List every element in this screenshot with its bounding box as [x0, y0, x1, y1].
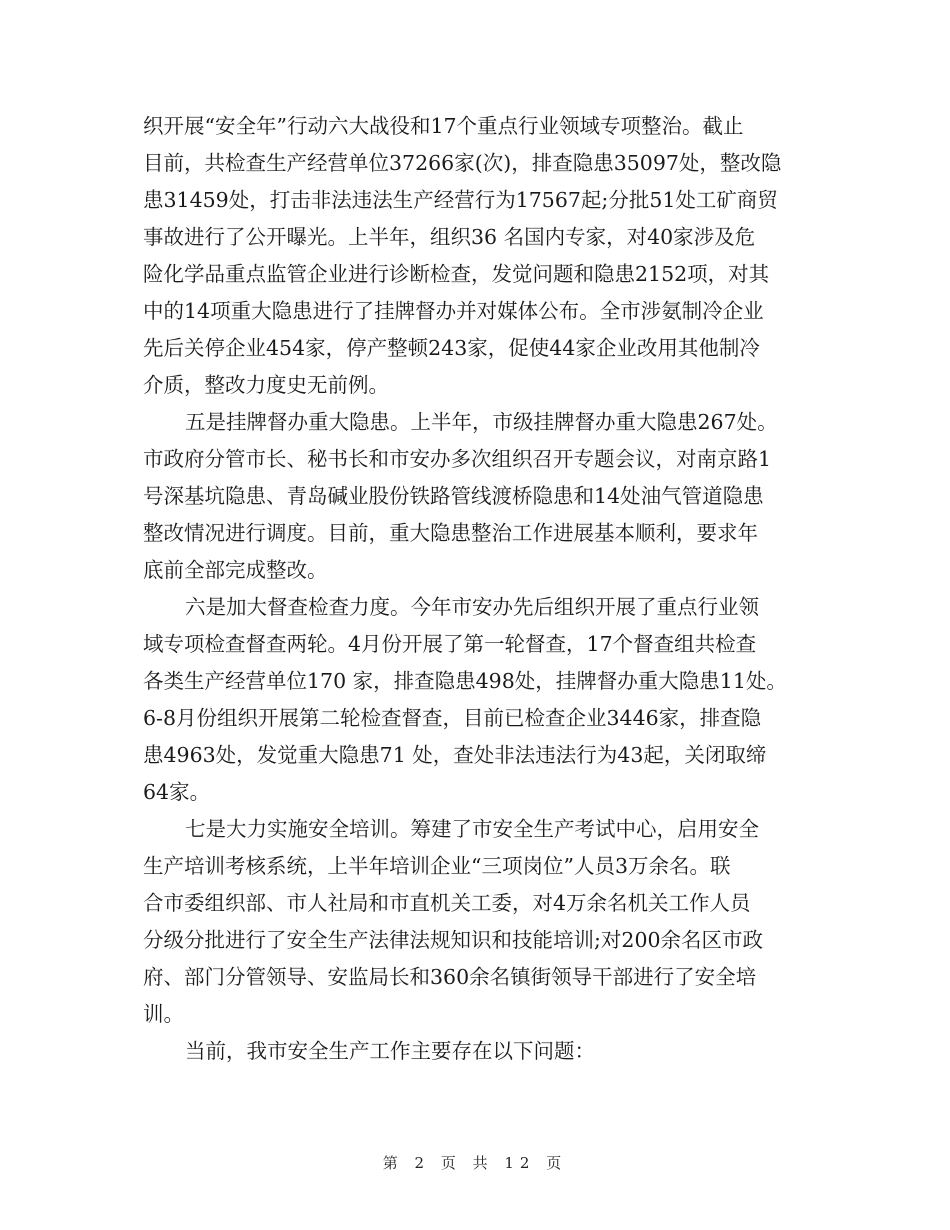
text-line: 中的14项重大隐患进行了挂牌督办并对媒体公布。全市涉氨制冷企业 [143, 299, 764, 323]
text-line: 五是挂牌督办重大隐患。上半年，市级挂牌督办重大隐患267处。 [185, 410, 778, 434]
text-line: 域专项检查督查两轮。4月份开展了第一轮督查，17个督查组共检查 [143, 632, 757, 656]
page-footer: 第 2 页 共 12 页 [382, 1154, 568, 1172]
text-line: 六是加大督查检查力度。今年市安办先后组织开展了重点行业领 [185, 595, 759, 619]
text-line: 各类生产经营单位170 家，排查隐患498处，挂牌督办重大隐患11处。 [143, 669, 787, 693]
text-line: 目前，共检查生产经营单位37266家(次)，排查隐患35097处，整改隐 [143, 151, 782, 175]
text-line: 险化学品重点监管企业进行诊断检查，发觉问题和隐患2152项，对其 [143, 262, 770, 286]
text-line: 事故进行了公开曝光。上半年，组织36 名国内专家，对40家涉及危 [143, 225, 756, 249]
text-line: 患4963处，发觉重大隐患71 处，查处非法违法行为43起，关闭取缔 [143, 743, 767, 767]
text-line: 分级分批进行了安全生产法律法规知识和技能培训;对200余名区市政 [143, 928, 764, 952]
text-line: 介质，整改力度史无前例。 [143, 373, 389, 397]
text-line: 七是大力实施安全培训。筹建了市安全生产考试中心，启用安全 [185, 817, 759, 841]
text-line: 整改情况进行调度。目前，重大隐患整治工作进展基本顺利，要求年 [143, 521, 758, 545]
text-line: 训。 [143, 1002, 184, 1026]
text-line: 患31459处，打击非法违法生产经营行为17567起;分批51处工矿商贸 [143, 188, 778, 212]
text-line: 底前全部完成整改。 [143, 558, 328, 582]
text-line: 先后关停企业454家，停产整顿243家，促使44家企业改用其他制冷 [143, 336, 760, 360]
text-line: 合市委组织部、市人社局和市直机关工委，对4万余名机关工作人员 [143, 891, 751, 915]
document-body [143, 108, 819, 1070]
text-line: 生产培训考核系统，上半年培训企业“三项岗位”人员3万余名。联 [143, 854, 731, 878]
text-line: 当前，我市安全生产工作主要存在以下问题： [185, 1039, 595, 1063]
text-line: 号深基坑隐患、青岛碱业股份铁路管线渡桥隐患和14处油气管道隐患 [143, 484, 764, 508]
text-line: 府、部门分管领导、安监局长和360余名镇街领导干部进行了安全培 [143, 965, 757, 989]
text-line: 市政府分管市长、秘书长和市安办多次组织召开专题会议，对南京路1 [143, 447, 772, 471]
text-line: 6-8月份组织开展第二轮检查督查，目前已检查企业3446家，排查隐 [143, 706, 762, 730]
text-line: 64家。 [143, 780, 211, 804]
text-line: 织开展“安全年”行动六大战役和17个重点行业领域专项整治。截止 [143, 114, 744, 138]
